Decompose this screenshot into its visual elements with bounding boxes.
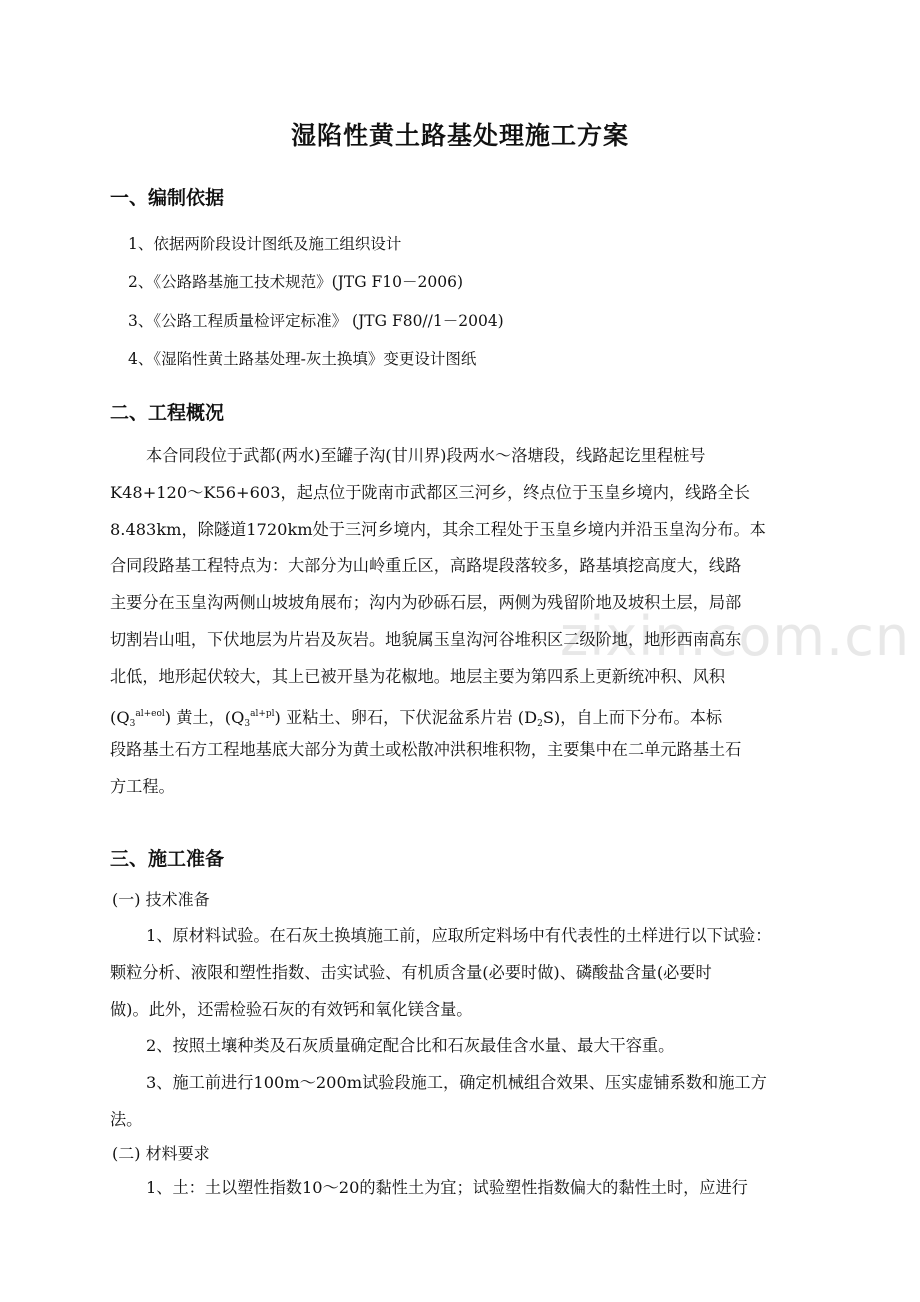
paragraph-line: 法。 xyxy=(110,1109,143,1129)
paragraph-line: 1、土：土以塑性指数10～20的黏性土为宜；试验塑性指数偏大的黏性土时，应进行 xyxy=(146,1178,748,1197)
superscript: al+pl xyxy=(250,708,275,719)
subscript: 3 xyxy=(244,718,251,729)
paragraph-line: 2、按照土壤种类及石灰质量确定配合比和石灰最佳含水量、最大干容重。 xyxy=(146,1036,675,1056)
subscript: 2 xyxy=(537,718,543,729)
section-heading-preparation: 三、施工准备 xyxy=(110,848,225,870)
paragraph-line: K48+120～K56+603，起点位于陇南市武都区三河乡，终点位于玉皇乡境内，线路全长 xyxy=(110,482,750,502)
subsection-heading: (二) 材料要求 xyxy=(112,1144,210,1163)
paragraph-line: 方工程。 xyxy=(110,777,175,797)
materials-paragraph xyxy=(110,1170,826,1207)
paragraph-line: 段路基土石方工程地基底大部分为黄土或松散冲洪积堆积物，主要集中在二单元路基土石 xyxy=(110,740,742,760)
section-heading-basis: 一、编制依据 xyxy=(110,187,225,209)
formula-text: S)，自上而下分布。本标 xyxy=(542,707,723,727)
paragraph-line: 做)。此外，还需检验石灰的有效钙和氧化镁含量。 xyxy=(110,999,473,1019)
formula-text: ) 亚粘土、卵石，下伏泥盆系片岩 (D xyxy=(274,707,538,727)
basis-item: 1、依据两阶段设计图纸及施工组织设计 xyxy=(128,235,402,253)
watermark: zixin.com.cn xyxy=(560,605,911,668)
paragraph-line: 主要分在玉皇沟两侧山坡坡角展布；沟内为砂砾石层，两侧为残留阶地及坡积土层，局部 xyxy=(110,593,742,613)
prep-paragraph xyxy=(110,918,826,1139)
paragraph-line: 8.483km，除隧道1720km处于三河乡境内，其余工程处于玉皇乡境内并沿玉皇沟分布。本 xyxy=(110,519,766,539)
formula-text: (Q xyxy=(110,707,130,727)
section-heading-overview: 二、工程概况 xyxy=(110,402,225,424)
paragraph-line: 合同段路基工程特点为：大部分为山岭重丘区，高路堤段落较多，路基填挖高度大，线路 xyxy=(110,556,742,576)
overview-paragraph xyxy=(110,438,826,806)
paragraph-line: 北低，地形起伏较大，其上已被开垦为花椒地。地层主要为第四系上更新统冲积、风积 xyxy=(110,666,726,686)
paragraph-line: 颗粒分析、液限和塑性指数、击实试验、有机质含量(必要时做)、磷酸盐含量(必要时 xyxy=(110,962,712,982)
basis-item: 2、《公路路基施工技术规范》(JTG F10－2006) xyxy=(128,273,463,291)
paragraph-line: 1、原材料试验。在石灰土换填施工前，应取所定料场中有代表性的土样进行以下试验： xyxy=(146,926,772,945)
formula-line xyxy=(110,696,826,733)
subscript: 3 xyxy=(129,718,136,729)
basis-item: 3、《公路工程质量检评定标准》 (JTG F80//1－2004) xyxy=(128,312,504,330)
paragraph-line: 3、施工前进行100m～200m试验段施工，确定机械组合效果、压实虚铺系数和施工方 xyxy=(146,1073,767,1093)
superscript: al+eol xyxy=(135,708,165,719)
basis-item: 4、《湿陷性黄土路基处理-灰土换填》变更设计图纸 xyxy=(128,350,477,368)
subsection-heading: (一) 技术准备 xyxy=(112,890,210,909)
paragraph-line: 切割岩山咀，下伏地层为片岩及灰岩。地貌属玉皇沟河谷堆积区二级阶地，地形西南高东 xyxy=(110,629,742,649)
document-title: 湿陷性黄土路基处理施工方案 xyxy=(290,121,629,150)
paragraph-line: 本合同段位于武都(两水)至罐子沟(甘川界)段两水～洛塘段，线路起讫里程桩号 xyxy=(146,446,706,465)
formula-text: ) 黄土，(Q xyxy=(164,707,245,727)
